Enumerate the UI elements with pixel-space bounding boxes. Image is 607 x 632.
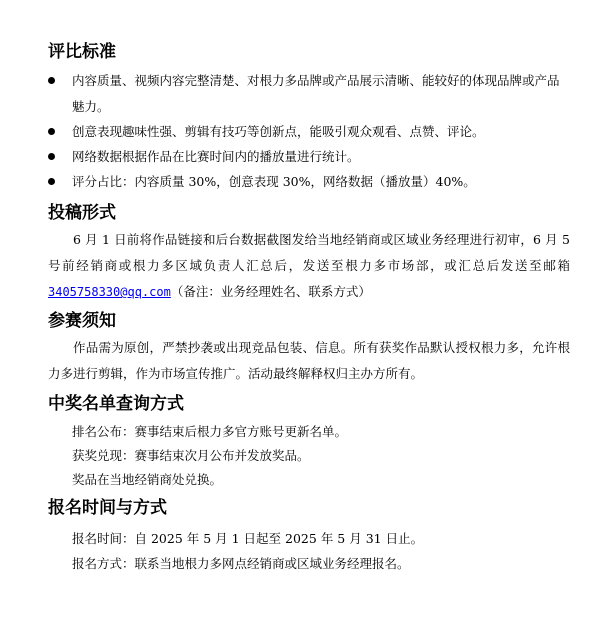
criteria-item-1-cont: 魅力。 [72,99,110,114]
section-heading-registration: 报名时间与方式 [48,498,167,518]
criteria-item-2: 创意表现趣味性强、剪辑有技巧等创新点，能吸引观众观看、点赞、评论。 [72,124,485,139]
criteria-item-4: 评分占比：内容质量 30%，创意表现 30%，网络数据（播放量）40%。 [72,174,476,189]
submission-text: 6 月 1 日前将作品链接和后台数据截图发给当地经销商或区域业务经理进行初审，6 月 5 号前经销商或根力多区域负责人汇总后，发送至根力多市场部，或汇总后发送至邮箱 [48,232,570,273]
criteria-item-1: 内容质量、视频内容完整清楚、对根力多品牌或产品展示清晰、能较好的体现品牌或产品 [72,73,560,88]
bullet-icon [48,128,55,135]
bullet-icon [48,153,55,160]
section-heading-criteria: 评比标准 [48,42,116,62]
submission-note: （备注：业务经理姓名、联系方式） [170,284,371,299]
results-line-2: 获奖兑现：赛事结束次月公布并发放奖品。 [72,448,310,463]
rules-paragraph: 作品需为原创，严禁抄袭或出现竞品包装、信息。所有获奖作品默认授权根力多，允许根力多进行剪辑，作为市场宣传推广。活动最终解释权归主办方所有。 [48,340,570,381]
section-heading-rules: 参赛须知 [48,311,116,331]
section-heading-results: 中奖名单查询方式 [48,394,184,414]
bullet-icon [48,178,55,185]
criteria-item-3: 网络数据根据作品在比赛时间内的播放量进行统计。 [72,149,360,164]
bullet-icon [48,77,55,84]
email-link[interactable]: 3405758330@qq.com [48,285,171,299]
results-line-3: 奖品在当地经销商处兑换。 [72,472,223,487]
section-heading-submission: 投稿形式 [48,203,116,223]
registration-time: 报名时间：自 2025 年 5 月 1 日起至 2025 年 5 月 31 日止。 [72,531,424,546]
submission-paragraph [48,227,570,305]
results-line-1: 排名公布：赛事结束后根力多官方账号更新名单。 [72,424,348,439]
registration-method: 报名方式：联系当地根力多网点经销商或区域业务经理报名。 [72,556,410,571]
